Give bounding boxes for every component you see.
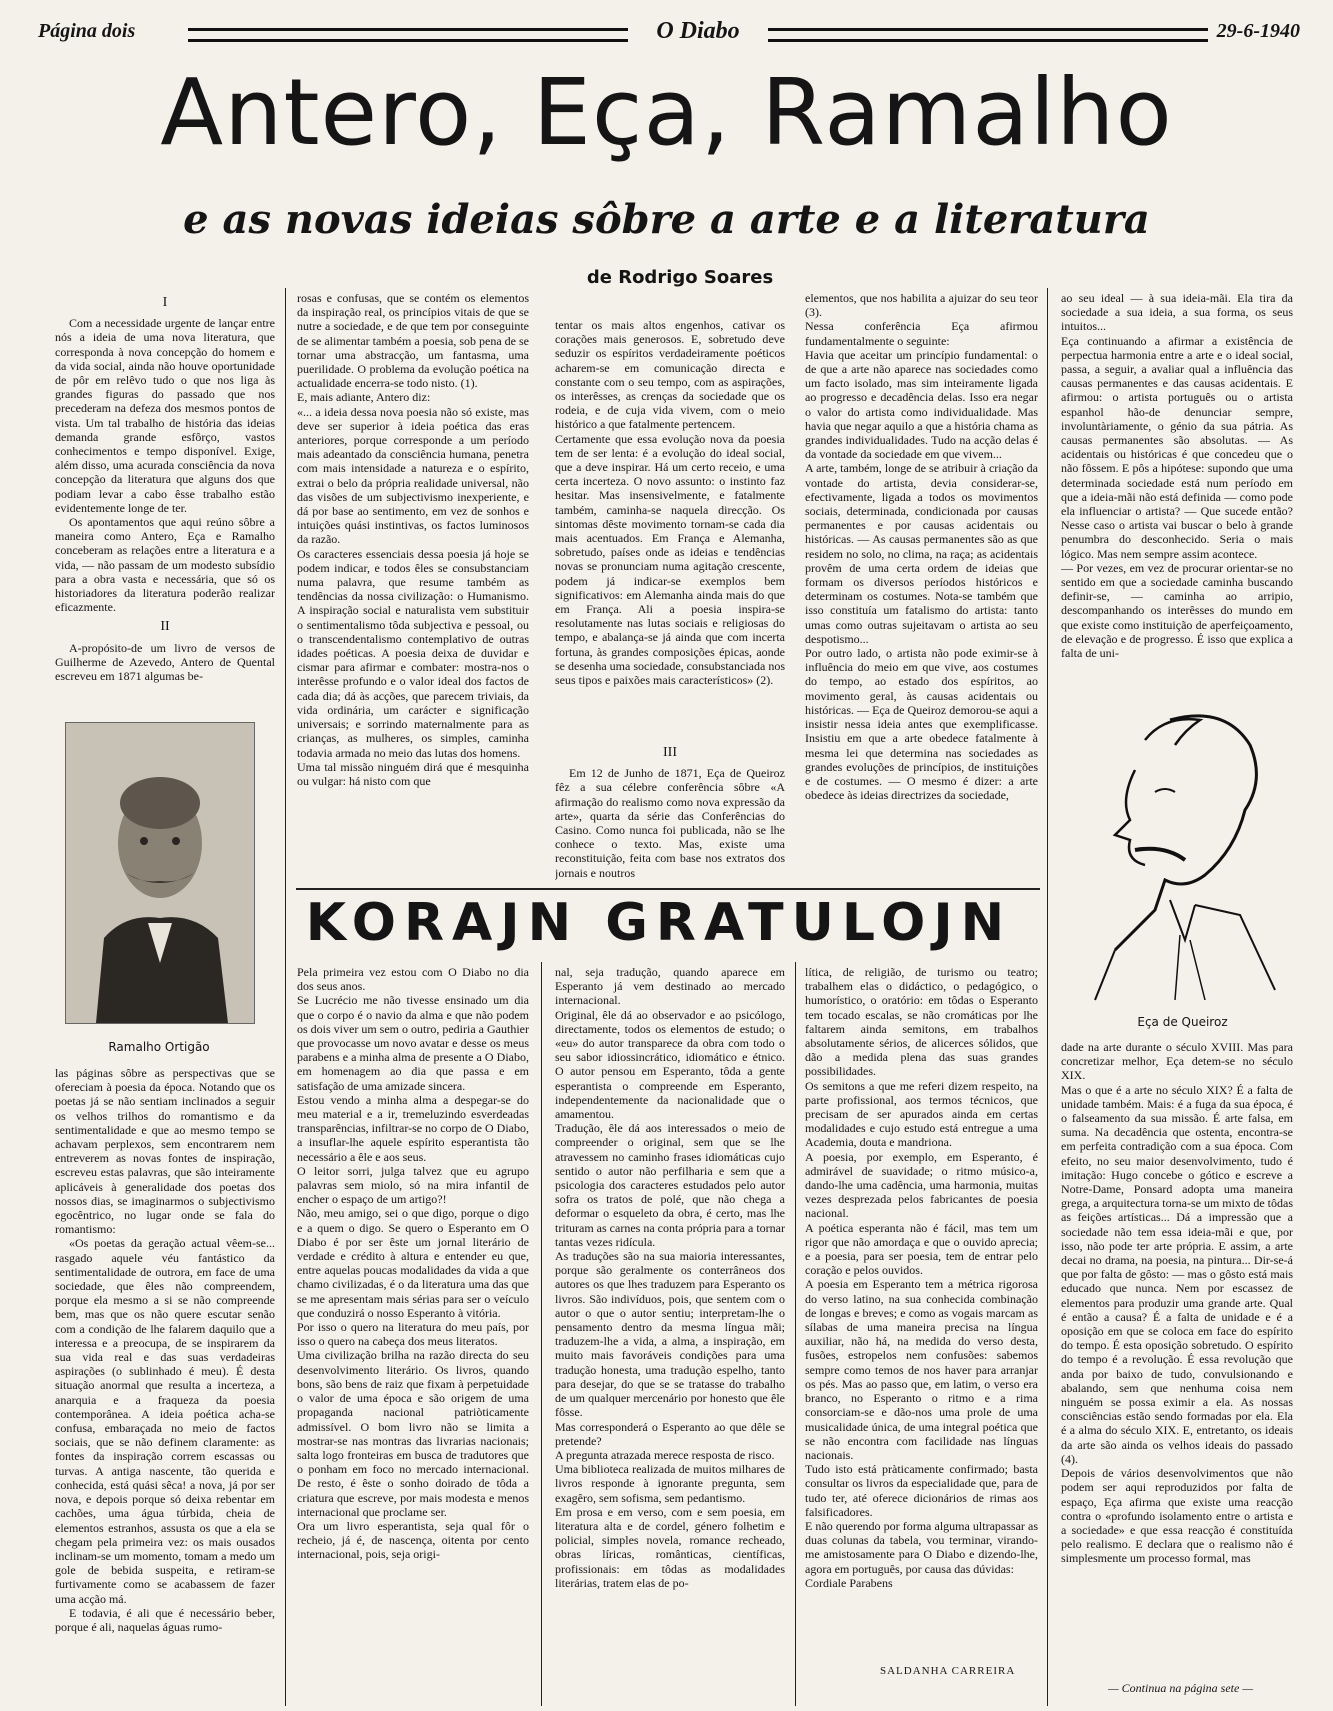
continued-note[interactable]: — Continua na página sete — — [1108, 1681, 1254, 1695]
masthead — [38, 18, 1300, 48]
article-title: Antero, Eça, Ramalho — [160, 59, 1173, 166]
article-paragraph: las páginas sôbre as perspectivas que se ofereciam à poesia da época. Notando que os poetas já se não sentiam inclinados a seguir os velhos trilhos do romantismo e da sentimentalidade e que ao mesmo tempo se achavam perplexos, sem encontrarem nem entreverem as novas fontes de inspiração, escreveu estas palavras, que são inteiramente aplicáveis à generalidade dos poetas dos nossos dias, se imaginarmos o subjectivismo egocêntrico, no lugar onde se fala do romantismo: — [55, 1066, 275, 1237]
article-column-2: rosas e confusas, que se contém os elementos da inspiração real, os princípios vitais de que se nutre a sociedade, e de que tem por conseguinte de se alimentar também a poesia, sob pena de se tornar uma abstracção, um fantasma, uma puerilidade. O problema da evolução poética na actualidade encerra-se todo nisto. (1). E, mais adiante, Antero diz: «... a ideia dessa nova poesia não só existe, mas deve ser superior à ideia poética das eras anteriores, porque corresponde a um período mais adeantado da consciência humana, penetra com mais intensidade a natureza e o espírito, extrai o belo da própria realidade universal, não das visões de um subjectivismo inexperiente, e dá por base ao sentimento, em vez de sonhos e intuições quási instintivas, os factos luminosos da razão. Os caracteres essenciais dessa poesia já hoje se podem indicar, e todos êles se consubstanciam numa palavra, que resume também as tendências da nossa civilização: o Humanismo. A inspiração social e naturalista vem substituir o sentimentalismo tôda subjectiva e pessoal, ou o transcendentalismo contemplativo de outras idades poéticas. A poesia deixa de duvidar e cismar para afirmar e combater: mostra-nos o interêsse profundo e o valor ideal dos factos de cada dia; dá às acções, que parecem triviais, da vida ordinária, um carácter e significação universais; e sorrindo maternalmente para as crianças, as mulheres, os simples, caminha todavia armada no meio das lutas dos homens. Uma tal missão ninguém dirá que é mesquinha ou vulgar: há nisto com que — [297, 291, 529, 788]
author-signature: SALDANHA CARREIRA — [880, 1665, 1016, 1677]
page-label: Página dois — [38, 20, 136, 42]
newspaper-name: O Diabo — [656, 18, 740, 44]
korajn-column-1: Pela primeira vez estou com O Diabo no dia dos seus anos. Se Lucrécio me não tivesse ensinado um dia que o corpo é o navio da alma e que não podem os dois viver um sem o outro, pediria a Gauthier que provocasse um novo avatar e desse os meus parabens e a minha alma de presente a O Diabo, em homenagem ao dia que passa e em satisfação de uma amizade sincera. Estou vendo a minha alma a despegar-se do meu material e a ir, tremeluzindo esverdeadas transparências, infiltrar-se no corpo de O Diabo, a insuflar-lhe aquele espírito esperantista tão necessário a êle e aos seus. O leitor sorri, julga talvez que eu agrupo palavras sem miolo, só na mira infantil de encher o espaço de um artigo?! Não, meu amigo, sei o que digo, porque o digo e a quem o digo. Se quero o Esperanto em O Diabo é por ser êste um jornal literário de verdade e crédito à altura e entender eu que, entre aquelas poucas modalidades da vida a que chamo civilizadas, é o da literatura uma das que se me apresentam mais sérias para ser o veículo que conduzirá o nosso Esperanto à vitória. Por isso o quero na literatura do meu país, por isso o quero na cabeça dos meus literatos. Uma civilização brilha na razão directa do seu desenvolvimento literário. Os livros, quando bons, são bens de raiz que fixam à perpetuidade o valor de uma época e são origem de uma propaganda nacional patriòticamente admissível. O bom livro não se limita a mostrar-se nas montras das livrarias nacionais; salta logo fronteiras em busca de tradutores que o ponham em foco no mercado internacional. De resto, é êste o sonho doirado de tôda a criatura que escreve, por mais modesta e menos internacional que proclame ser. Ora um livro esperantista, seja qual fôr o recheio, já é, de nascença, oitenta por cento internacional, pois, seja origi- — [297, 965, 529, 1562]
article-column-1 — [55, 290, 275, 714]
column-rule — [1047, 288, 1048, 1706]
photo-caption: Ramalho Ortigão — [108, 1040, 210, 1054]
article-paragraph: Os apontamentos que aqui reúno sôbre a maneira como Antero, Eça e Ramalho conceberam as relações entre a literatura e a vida, — não passam de um modesto subsídio para a obra vasta e necessária, que só os historiadores da literatura poderão realizar eficazmente. — [55, 515, 275, 615]
article-paragraph: Em 12 de Junho de 1871, Eça de Queiroz fêz a sua célebre conferência sôbre «A afirmação do realismo como nova expressão da arte», quarta da série das Conferências do Casino. Como nunca foi publicada, não se lhe conhece o texto. Mas, existe uma reconstituição, feita com base nos extratos dos jornais e noutros — [555, 766, 785, 880]
article-paragraph: A-propósito-de um livro de versos de Guilherme de Azevedo, Antero de Quental escreveu em 1871 algumas be- — [55, 640, 275, 684]
masthead-rule-right — [768, 28, 1208, 42]
ramalho-ortigao-portrait — [65, 722, 255, 1024]
portrait-image — [66, 723, 254, 1023]
article-byline: de Rodrigo Soares — [586, 267, 774, 288]
korajn-headline: KORAJN GRATULOJN — [305, 893, 1013, 953]
article-paragraph: E todavia, é ali que é necessário beber, porque é ali, naquelas águas rumo- — [55, 1605, 275, 1634]
korajn-column-2: nal, seja tradução, quando aparece em Esperanto já vem destinado ao mercado internacional. Original, êle dá ao observador e ao psicólogo, directamente, todos os elementos de estudo; o «eu» do autor transparece da obra com todo o seu sabor idiossincrático, idiomático e étnico. O autor pensou em Esperanto, tôda a gente esperantista o compreende em Esperanto, independentemente da nacionalidade que o amamentou. Tradução, êle dá aos interessados o meio de compreender o original, sem que se lhe atravessem no caminho frases idiomáticas cujo sentido o autor não perfilharia e sem que a psicologia dos caracteres estudados pelo autor sofra os tratos de polé, que não chega a deformar o esqueleto da obra, é certo, mas lhe trituram as carnes na conta própria para a tornar tantas vezes ridícula. As traduções são na sua maioria interessantes, porque são geralmente os conterrâneos dos autores os que lhes traduzem para Esperanto os livros. São indivíduos, pois, que sentem com o autor o que o autor sentiu; interpretam-lhe o pensamento dentro da mesma língua mãi; traduzem-lhe a vida, a alma, a inspiração, em muito mais favoráveis condições para uma tradução honesta, uma tradução espelho, tanto para desejar, do que se se tratasse do trabalho de um qualquer mercenário por honesto que êle fôsse. Mas corresponderá o Esperanto ao que dêle se pretende? A pregunta atrazada merece resposta de risco. Uma biblioteca realizada de muitos milhares de livros responde à ignorante pregunta, sem exagêro, sem sofisma, sem pedantismo. Em prosa e em verso, com e sem poesia, em literatura alta e de cordel, género folhetim e policial, simples novela, romance recheado, obras líricas, românticas, científicas, profissionais: em tôdas as modalidades literárias, tratem elas de po- — [555, 965, 785, 1590]
column-rule — [795, 962, 796, 1706]
section-numeral: I — [162, 295, 168, 310]
masthead-rule-left — [188, 28, 628, 42]
korajn-column-3: lítica, de religião, de turismo ou teatro; trabalhem elas o didáctico, o pedagógico, o humorístico, o oratório: em tôdas o Esperanto tem tocado escalas, se não cromáticas por lhe faltarem ainda semitons, em trabalhos absolutamente sérios, de alicerces sólidos, que dão a medida plena das suas grandes possibilidades. Os semitons a que me referi dizem respeito, na parte profissional, aos termos técnicos, que precisam de ser apurados ainda em certas modalidades e cujo estudo está entregue a uma Academia, douta e mandriona. A poesia, por exemplo, em Esperanto, é admirável de suavidade; o ritmo músico-a, dando-lhe uma cadência, uma harmonia, muitas vezes desprezada pelos fabricantes de poesia nacional. A poética esperanta não é fácil, mas tem um rigor que não amordaça e que o ouvido aprecia; e a poesia, para ser poesia, tem de entrar pelo coração e pelos ouvidos. A poesia em Esperanto tem a métrica rigorosa do verso latino, na sua conhecida combinação de longas e breves; e como as vogais marcam as sílabas de uma maneira precisa na língua auxiliar, não há, na medida do verso desta, fusões, estropelos nem confusões: sabemos sempre como temos de nos haver para arranjar os pés. Mas ao passo que, em latim, o verso era branco, no Esperanto o ritmo e a rima consorciam-se e dão-nos uma prole de uma musicalidade única, de uma integral poética que se não encontra com facilidade nas línguas nacionais. Tudo isto está pràticamente confirmado; basta consultar os livros da especialidade que, para de tudo ter, até oferece dicionários de rimas aos falsificadores. E não querendo por forma alguma ultrapassar as duas colunas da tabela, vou terminar, virando-me amistosamente para O Diabo e dizendo-lhe, agora em português, por causa das dúvidas: Cordiale Parabens — [805, 965, 1038, 1590]
article-paragraph: «Os poetas da geração actual vêem-se... rasgado aquele véu fantástico da sentimentalidade de outrora, em face de uma sociedade, que êles não compreendem, porque ela mesmo a si se não compreende bem, mas que os não quere escutar senão com a condição de lhe falarem daquilo que a interessa e a preocupa, de se inspirarem da sua vida real e das suas verdadeiras aspirações (o sublinhado é meu). É desta situação anormal que resulta a incerteza, a anarquia e a fraqueza da poesia contemporânea. A ideia poética acha-se confusa, embaraçada no meio de factos sociais, que se não definem claramente: as fontes da inspiração correm escassas ou turvas. A antiga nascente, tão querida e conhecida, está quási sêca! a nova, já por ser nova, e depois porque só deixa rebentar em cachões, uma água túrbida, cheia de elementos estranhos, assusta os que a ela se chegam pela primeira vez: os mais ousados inclinam-se um momento, tomam a medo um gole de bebida suspeita, e retiram-se furtivamente como se acabassem de fazer uma acção má. — [55, 1236, 275, 1606]
eca-de-queiroz-caricature — [1075, 700, 1290, 1005]
section-numeral: III — [663, 745, 677, 760]
caricature-caption: Eça de Queiroz — [1137, 1015, 1228, 1029]
article-column-5: ao seu ideal — à sua ideia-mãi. Ela tira da sociedade a sua ideia, a sua forma, os seus intuitos... Eça continuando a afirmar a existência de perpectua harmonia entre a arte e o ideal social, passa, a seguir, a avaliar qual a influência das causas permanentes e das causas acidentais. E afirmou: o artista português ou o artista espanhol hão-de denunciar sempre, involuntàriamente, o génio da sua pátria. As causas permanentes são absolutas. — As acidentais ou históricas é que concedeu que o não fôssem. E pôs a hipótese: supondo que uma determinada sociedade está num período em que a ideia-mãi não está definida — como pode ela influenciar o artista? — Que sucede então? Nesse caso o artista vai buscar o belo à grande penumbra do desconhecido. Seria o mais lógico. Mas nem sempre assim acontece. — Por vezes, em vez de procurar orientar-se no sentido em que a sociedade caminha buscando definir-se, — caminha ao arripio, descompanhando os interêsses do mundo em que existe como instituição de aperfeiçoamento, de elevação e de progresso. É isso que explica a falta de uni- — [1061, 291, 1293, 661]
article-column-3-lower — [555, 740, 785, 880]
article-column-4: elementos, que nos habilita a ajuizar do seu teor (3). Nessa conferência Eça afirmou fundamentalmente o seguinte: Havia que aceitar um princípio fundamental: o de que a arte não aparece nas sociedades como um facto isolado, mas sim inteiramente ligada ao progresso e decadência delas. Isso era negar o valor do artista como individualidade. Mas havia que negar aquilo a que a história chama as grandes individualidades. Tudo na acção delas é da vontade da sociedade em que vivem... A arte, também, longe de se atribuir à criação da vontade do artista, devia considerar-se, efectivamente, ligada a todos os movimentos sociais, determinada, condicionada por causas permanentes e por causas acidentais ou históricas. — As causas permanentes são as que residem no solo, no clima, na raça; as acidentais provêm de uma certa ordem de ideias que formam os diversos períodos históricos e determinam os costumes. Nota-se também que isso constituía um fatalismo do artista: tanto umas como outras sujeitavam o artista ao seu despotismo... Por outro lado, o artista não pode eximir-se à influência do meio em que vive, aos costumes do tempo, ao estado dos espíritos, ao movimento geral, às causas acidentais ou históricas. — Eça de Queiroz demorou-se aqui a insistir nessa ideia antes que exemplificasse. Insistiu em que a arte obedece fatalmente à mesma lei que determina nas sociedades as grandes evoluções de princípios, de instituições e de costumes. — O mesmo é dizer: a arte obedece às ideias directrizes da sociedade, — [805, 291, 1038, 803]
section-divider — [296, 888, 1040, 890]
section-numeral: II — [160, 619, 170, 635]
article-column-3: tentar os mais altos engenhos, cativar os corações mais generosos. E, sobretudo deve seduzir os espíritos verdadeiramente poéticos acharem-se em comunicação directa e constante com o seu tempo, com as aspirações, os interêsses, as crenças da sociedade que os rodeia, e de cuja vida vivem, com o meio histórico a que fatalmente pertencem. Certamente que essa evolução nova da poesia tem de ser lenta: é a evolução do ideal social, que a deve inspirar. Há um certo receio, e uma certa incerteza. O novo assunto: o instinto faz hesitar. Mas insensivelmente, e fatalmente também, caminha-se naquela direcção. Os sintomas dêste movimento tornam-se cada dia mais acentuados. Em França e Alemanha, sobretudo, países onde as ideias e tendências novas se pronunciam numa agitação crescente, podem já indicar-se exemplos bem significativos: em Alemanha ainda mais do que em França. Ali a poesia inspira-se resolutamente nas lutas sociais e religiosas do tempo, e abalança-se já ainda que com incerta fortuna, às grandes composições épicas, aonde se desenha uma sociedade, consubstanciada nos seus tipos e paixões mais característicos» (2). — [555, 318, 785, 688]
article-subtitle: e as novas ideias sôbre a arte e a literatura — [183, 196, 1150, 243]
article-column-5-lower: dade na arte durante o século XVIII. Mas para concretizar melhor, Eça detem-se no século XIX. Mas o que é a arte no século XIX? É a falta de unidade também. Mais: é a fuga da sua época, é o falseamento da sua missão. É arte falsa, em suma. Na decadência que ostenta, encontra-se em perfeita contradição com a sua época. Com efeito, no seu maior desenvolvimento, tudo é imitação: Hugo concebe o gótico e escreve a Notre-Dame, Ponsard adopta uma maneira grega, a arquitectura torna-se um mixto de tôdas as feições artísticas... Dá a impressão que a sociedade não tem essa ideia-mãi e que, por isso, não pode ter arte própria. E assim, a arte decai no drama, na poesia, na pintura... Dir-se-á que por falta de gôsto: — mas o gôsto está mais educado que nunca. Nem por escassez de elementos para produzir uma grande arte. Qual é então a causa? É a falta de unidade e é a oposição em que se coloca em face do espírito do tempo. É esta oposição sobretudo. O espírito do tempo é a revolução. É essa revolução que anda por baixo de tudo, convulsionando e abalando, sem que nenhuma coisa nem ninguém se possa eximir a ela. As nossas consciências estão sendo formadas por ela. Ela é a alma do século XIX. E, entretanto, os ideais da arte são ainda os velhos ideais do passado (4). Depois de vários desenvolvimentos que não podem ser aqui reproduzidos por falta de espaço, Eça afirma que existe uma reacção contra o «profundo isolamento entre o artista e a sociedade» e que essa reacção é constituída pelo realismo. E declara que o realismo não é simplesmente um processo formal, mas — [1061, 1040, 1293, 1566]
column-rule — [285, 288, 286, 1706]
article-paragraph: Com a necessidade urgente de lançar entre nós a ideia de uma nova literatura, que corresponda à nova concepção do homem e da vida social, ainda não houve oportunidade de pôr em relêvo tudo o que nos liga às grandes figuras do passado que nos precederam na defeza dos mesmos pontos de vista. Um tal trabalho de história das ideias demanda grande esfôrço, vastos conhecimentos e tempo disponível. Exige, além disso, uma acurada consciência da nova concepção da literatura que alguns dos que podiam levar a cabo êsse trabalho estão evidentemente longe de ter. — [55, 316, 275, 515]
article-column-1-lower — [55, 1066, 275, 1706]
issue-date: 29-6-1940 — [1216, 20, 1300, 42]
column-rule — [541, 962, 542, 1706]
